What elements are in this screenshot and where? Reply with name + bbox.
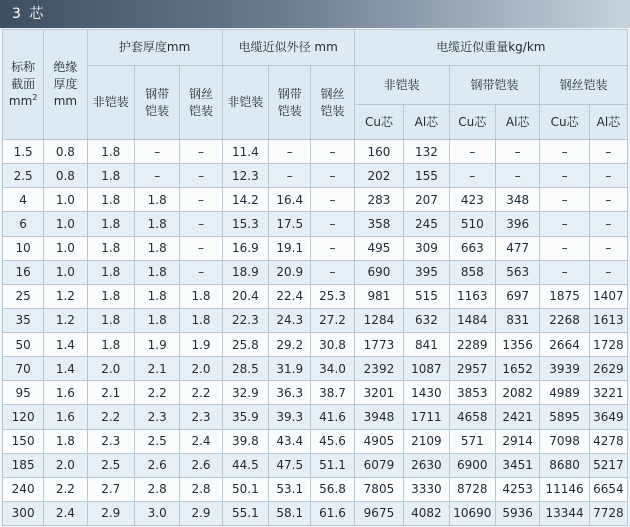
header-sheath-unarmored: 非铠装: [87, 66, 134, 140]
table-cell: 3330: [404, 477, 449, 501]
table-cell: 2.6: [135, 453, 180, 477]
table-cell: 2.8: [135, 477, 180, 501]
table-cell: 1284: [354, 308, 404, 332]
table-row: [3, 405, 628, 429]
header-sheath-steel-tape: 钢带 铠装: [135, 66, 180, 140]
table-cell: 132: [404, 140, 449, 164]
table-cell: 150: [3, 429, 44, 453]
table-cell: 7728: [589, 501, 627, 525]
table-cell: 495: [354, 236, 404, 260]
table-cell: 19.1: [269, 236, 311, 260]
table-cell: 70: [3, 357, 44, 381]
table-cell: 1407: [589, 284, 627, 308]
header-od-group: 电缆近似外径 mm: [222, 30, 354, 66]
table-cell: 2.2: [180, 381, 222, 405]
table-cell: 0.8: [44, 164, 87, 188]
table-cell: 2289: [449, 333, 495, 357]
table-cell: 1087: [404, 357, 449, 381]
header-insulation: 绝缘 厚度 mm: [44, 30, 87, 140]
table-cell: 160: [354, 140, 404, 164]
table-cell: 1.4: [44, 357, 87, 381]
table-cell: 6900: [449, 453, 495, 477]
table-cell: 44.5: [222, 453, 268, 477]
table-cell: 1.6: [44, 381, 87, 405]
table-cell: –: [311, 188, 354, 212]
table-cell: 283: [354, 188, 404, 212]
table-cell: 1.8: [87, 188, 134, 212]
table-cell: 1.0: [44, 236, 87, 260]
table-cell: 1.0: [44, 188, 87, 212]
header-weight-steel-wire: 钢丝铠装: [540, 66, 628, 105]
table-cell: 571: [449, 429, 495, 453]
table-cell: –: [180, 188, 222, 212]
table-cell: 1.8: [135, 308, 180, 332]
table-cell: 3649: [589, 405, 627, 429]
table-cell: 1.2: [44, 308, 87, 332]
table-cell: –: [449, 164, 495, 188]
table-cell: 38.7: [311, 381, 354, 405]
table-cell: 6: [3, 212, 44, 236]
table-cell: 2.0: [87, 357, 134, 381]
table-cell: 61.6: [311, 501, 354, 525]
table-cell: 2.0: [44, 453, 87, 477]
table-cell: –: [135, 140, 180, 164]
table-cell: 8728: [449, 477, 495, 501]
cable-spec-table: [2, 29, 628, 526]
table-row: [3, 140, 628, 164]
table-cell: 17.5: [269, 212, 311, 236]
table-cell: 53.1: [269, 477, 311, 501]
table-row: [3, 260, 628, 284]
table-cell: 28.5: [222, 357, 268, 381]
table-cell: 1356: [495, 333, 539, 357]
table-cell: 396: [495, 212, 539, 236]
header-al-steel-wire: Al芯: [589, 105, 627, 140]
table-cell: 1163: [449, 284, 495, 308]
table-row: [3, 188, 628, 212]
table-cell: 43.4: [269, 429, 311, 453]
table-cell: 515: [404, 284, 449, 308]
table-cell: 11146: [540, 477, 590, 501]
table-cell: –: [589, 260, 627, 284]
table-cell: 1.8: [87, 333, 134, 357]
table-cell: 185: [3, 453, 44, 477]
table-cell: 2268: [540, 308, 590, 332]
table-row: [3, 284, 628, 308]
table-cell: 4278: [589, 429, 627, 453]
table-cell: 1.8: [135, 236, 180, 260]
table-cell: 1.0: [44, 212, 87, 236]
table-cell: –: [540, 236, 590, 260]
table-cell: 2.0: [180, 357, 222, 381]
table-cell: –: [269, 140, 311, 164]
table-cell: 1711: [404, 405, 449, 429]
table-cell: 4658: [449, 405, 495, 429]
table-title: 3 芯: [0, 0, 630, 28]
table-cell: 15.3: [222, 212, 268, 236]
table-cell: 2.2: [87, 405, 134, 429]
table-cell: 477: [495, 236, 539, 260]
table-cell: 11.4: [222, 140, 268, 164]
table-cell: 2.1: [87, 381, 134, 405]
table-cell: 5895: [540, 405, 590, 429]
table-cell: 58.1: [269, 501, 311, 525]
table-cell: 358: [354, 212, 404, 236]
table-cell: 22.4: [269, 284, 311, 308]
table-row: [3, 453, 628, 477]
table-cell: 1.8: [180, 308, 222, 332]
table-cell: 4989: [540, 381, 590, 405]
table-cell: 20.4: [222, 284, 268, 308]
table-cell: 3221: [589, 381, 627, 405]
table-row: [3, 381, 628, 405]
table-cell: 2.5: [3, 164, 44, 188]
table-cell: 207: [404, 188, 449, 212]
table-cell: 2630: [404, 453, 449, 477]
header-cu-unarmored: Cu芯: [354, 105, 404, 140]
header-od-steel-tape: 钢带 铠装: [269, 66, 311, 140]
table-cell: –: [311, 164, 354, 188]
table-cell: 2664: [540, 333, 590, 357]
table-cell: –: [495, 140, 539, 164]
table-cell: 56.8: [311, 477, 354, 501]
table-row: [3, 212, 628, 236]
table-cell: 1.8: [135, 284, 180, 308]
table-cell: 1.8: [135, 260, 180, 284]
header-cu-steel-tape: Cu芯: [449, 105, 495, 140]
table-row: [3, 308, 628, 332]
table-cell: 1.8: [87, 212, 134, 236]
table-cell: –: [540, 140, 590, 164]
table-cell: 14.2: [222, 188, 268, 212]
table-cell: –: [180, 212, 222, 236]
table-cell: 50: [3, 333, 44, 357]
table-cell: 2.3: [180, 405, 222, 429]
table-cell: 5217: [589, 453, 627, 477]
table-cell: 510: [449, 212, 495, 236]
table-cell: 4: [3, 188, 44, 212]
table-cell: 25.3: [311, 284, 354, 308]
table-cell: 3201: [354, 381, 404, 405]
table-cell: 697: [495, 284, 539, 308]
table-cell: –: [495, 164, 539, 188]
table-cell: 120: [3, 405, 44, 429]
table-cell: –: [311, 212, 354, 236]
table-cell: 395: [404, 260, 449, 284]
table-cell: 27.2: [311, 308, 354, 332]
table-cell: 39.3: [269, 405, 311, 429]
table-cell: 1.9: [180, 333, 222, 357]
table-cell: 155: [404, 164, 449, 188]
table-cell: –: [269, 164, 311, 188]
table-cell: –: [540, 212, 590, 236]
table-cell: 10: [3, 236, 44, 260]
header-od-steel-wire: 钢丝 铠装: [311, 66, 354, 140]
table-cell: 7098: [540, 429, 590, 453]
header-al-unarmored: Al芯: [404, 105, 449, 140]
table-row: [3, 477, 628, 501]
table-cell: 2.8: [180, 477, 222, 501]
table-cell: 2.3: [87, 429, 134, 453]
table-cell: 16.4: [269, 188, 311, 212]
table-cell: 2957: [449, 357, 495, 381]
table-cell: 25.8: [222, 333, 268, 357]
table-cell: 4082: [404, 501, 449, 525]
table-cell: 1728: [589, 333, 627, 357]
table-cell: –: [311, 260, 354, 284]
table-cell: 2.5: [135, 429, 180, 453]
table-cell: 1.6: [44, 405, 87, 429]
table-cell: –: [540, 164, 590, 188]
table-cell: 95: [3, 381, 44, 405]
table-cell: –: [589, 140, 627, 164]
table-cell: 7805: [354, 477, 404, 501]
table-cell: 30.8: [311, 333, 354, 357]
table-cell: 5936: [495, 501, 539, 525]
table-cell: 2.2: [44, 477, 87, 501]
table-cell: 18.9: [222, 260, 268, 284]
table-cell: 31.9: [269, 357, 311, 381]
table-cell: –: [449, 140, 495, 164]
table-cell: 423: [449, 188, 495, 212]
table-cell: 2082: [495, 381, 539, 405]
table-cell: –: [135, 164, 180, 188]
table-cell: 1.8: [180, 284, 222, 308]
table-cell: –: [589, 164, 627, 188]
table-row: [3, 501, 628, 525]
table-cell: 1875: [540, 284, 590, 308]
table-cell: 858: [449, 260, 495, 284]
table-cell: –: [589, 236, 627, 260]
table-cell: 2.6: [180, 453, 222, 477]
table-cell: –: [180, 164, 222, 188]
table-cell: 34.0: [311, 357, 354, 381]
header-cu-steel-wire: Cu芯: [540, 105, 590, 140]
table-cell: 9675: [354, 501, 404, 525]
table-cell: 1.8: [87, 308, 134, 332]
table-cell: –: [180, 236, 222, 260]
table-cell: 3.0: [135, 501, 180, 525]
table-cell: 1.8: [135, 212, 180, 236]
table-row: [3, 429, 628, 453]
table-cell: 22.3: [222, 308, 268, 332]
table-cell: 1.8: [87, 164, 134, 188]
table-cell: 1484: [449, 308, 495, 332]
table-cell: 1430: [404, 381, 449, 405]
table-cell: 3948: [354, 405, 404, 429]
table-cell: 47.5: [269, 453, 311, 477]
table-cell: –: [311, 140, 354, 164]
table-cell: 2421: [495, 405, 539, 429]
table-cell: 348: [495, 188, 539, 212]
table-cell: 2.3: [135, 405, 180, 429]
header-weight-steel-tape: 钢带铠装: [449, 66, 540, 105]
table-cell: 831: [495, 308, 539, 332]
table-cell: 1.5: [3, 140, 44, 164]
table-cell: 2914: [495, 429, 539, 453]
table-cell: 41.6: [311, 405, 354, 429]
table-cell: 1.8: [87, 284, 134, 308]
table-cell: 2109: [404, 429, 449, 453]
table-cell: 3939: [540, 357, 590, 381]
header-section: 标称 截面 $mm^2$: [3, 30, 44, 140]
header-al-steel-tape: Al芯: [495, 105, 539, 140]
table-cell: 202: [354, 164, 404, 188]
table-cell: –: [180, 140, 222, 164]
table-cell: 240: [3, 477, 44, 501]
table-cell: 2.4: [44, 501, 87, 525]
table-cell: 3853: [449, 381, 495, 405]
header-weight-unarmored: 非铠装: [354, 66, 449, 105]
table-cell: 563: [495, 260, 539, 284]
table-cell: 2.9: [87, 501, 134, 525]
table-cell: 1.2: [44, 284, 87, 308]
table-cell: 20.9: [269, 260, 311, 284]
table-cell: 632: [404, 308, 449, 332]
table-row: [3, 236, 628, 260]
table-row: [3, 164, 628, 188]
table-cell: 24.3: [269, 308, 311, 332]
header-sheath-group: 护套厚度mm: [87, 30, 222, 66]
table-cell: 2.7: [87, 477, 134, 501]
table-cell: 45.6: [311, 429, 354, 453]
table-cell: 2.4: [180, 429, 222, 453]
table-cell: 0.8: [44, 140, 87, 164]
table-cell: 2629: [589, 357, 627, 381]
table-cell: 12.3: [222, 164, 268, 188]
table-cell: 39.8: [222, 429, 268, 453]
table-cell: 2.1: [135, 357, 180, 381]
table-cell: 6654: [589, 477, 627, 501]
table-cell: 2.2: [135, 381, 180, 405]
table-cell: –: [540, 260, 590, 284]
table-cell: 300: [3, 501, 44, 525]
table-cell: 13344: [540, 501, 590, 525]
table-cell: 309: [404, 236, 449, 260]
table-cell: 51.1: [311, 453, 354, 477]
table-cell: 981: [354, 284, 404, 308]
table-cell: 36.3: [269, 381, 311, 405]
table-cell: 841: [404, 333, 449, 357]
table-cell: 1.8: [87, 140, 134, 164]
table-cell: –: [180, 260, 222, 284]
table-cell: 4905: [354, 429, 404, 453]
table-cell: 1613: [589, 308, 627, 332]
table-cell: 690: [354, 260, 404, 284]
table-cell: 32.9: [222, 381, 268, 405]
table-cell: 8680: [540, 453, 590, 477]
table-cell: 50.1: [222, 477, 268, 501]
header-weight-group: 电缆近似重量kg/km: [354, 30, 627, 66]
table-cell: 2392: [354, 357, 404, 381]
table-cell: 1.8: [44, 429, 87, 453]
table-body: [3, 140, 628, 526]
table-cell: 663: [449, 236, 495, 260]
table-cell: 2.9: [180, 501, 222, 525]
table-cell: 10690: [449, 501, 495, 525]
table-cell: 35: [3, 308, 44, 332]
table-cell: –: [540, 188, 590, 212]
table-cell: 245: [404, 212, 449, 236]
table-cell: 6079: [354, 453, 404, 477]
table-cell: 1.4: [44, 333, 87, 357]
table-cell: 1.8: [135, 188, 180, 212]
table-cell: –: [311, 236, 354, 260]
table-cell: –: [589, 188, 627, 212]
table-cell: 2.5: [87, 453, 134, 477]
table-cell: 55.1: [222, 501, 268, 525]
header-od-unarmored: 非铠装: [222, 66, 268, 140]
table-cell: 1652: [495, 357, 539, 381]
table-cell: 1.9: [135, 333, 180, 357]
table-cell: 1.8: [87, 260, 134, 284]
table-cell: 16.9: [222, 236, 268, 260]
table-cell: 1.8: [87, 236, 134, 260]
table-cell: 4253: [495, 477, 539, 501]
header-sheath-steel-wire: 钢丝 铠装: [180, 66, 222, 140]
table-row: [3, 333, 628, 357]
table-cell: 35.9: [222, 405, 268, 429]
table-row: [3, 357, 628, 381]
table-cell: 16: [3, 260, 44, 284]
table-cell: 1.0: [44, 260, 87, 284]
table-cell: 29.2: [269, 333, 311, 357]
table-cell: 1773: [354, 333, 404, 357]
table-cell: 3451: [495, 453, 539, 477]
table-cell: –: [589, 212, 627, 236]
table-cell: 25: [3, 284, 44, 308]
